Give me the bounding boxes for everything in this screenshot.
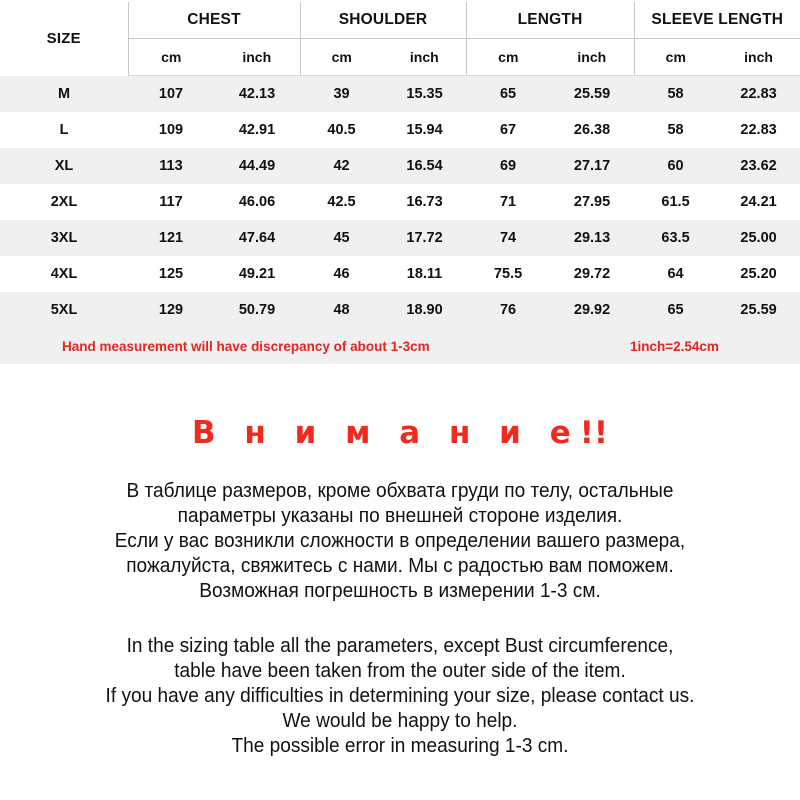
english-text-line: In the sizing table all the parameters, except Bust circumference, xyxy=(126,634,674,658)
measurement-note-bar xyxy=(0,328,800,364)
russian-text-line: В таблице размеров, кроме обхвата груди по телу, остальные xyxy=(126,479,674,503)
cell-shoulder-cm: 42 xyxy=(300,148,383,184)
table-row xyxy=(0,76,800,113)
cell-chest-cm: 129 xyxy=(128,292,214,328)
cell-sleeve-cm: 64 xyxy=(634,256,717,292)
cell-sleeve-cm: 58 xyxy=(634,76,717,113)
cell-length-cm: 74 xyxy=(466,220,550,256)
header-unit-length-cm: cm xyxy=(466,39,550,76)
cell-length-inch: 29.72 xyxy=(550,256,634,292)
cell-chest-inch: 49.21 xyxy=(214,256,300,292)
table-row xyxy=(0,220,800,256)
cell-chest-cm: 107 xyxy=(128,76,214,113)
attention-title-marks: !! xyxy=(579,415,609,451)
attention-section xyxy=(0,364,800,758)
cell-length-inch: 29.92 xyxy=(550,292,634,328)
cell-chest-cm: 125 xyxy=(128,256,214,292)
cell-size: 2XL xyxy=(0,184,128,220)
cell-sleeve-cm: 63.5 xyxy=(634,220,717,256)
english-text-line: We would be happy to help. xyxy=(282,709,518,733)
header-unit-sleeve-inch: inch xyxy=(717,39,800,76)
cell-sleeve-inch: 25.20 xyxy=(717,256,800,292)
table-row xyxy=(0,112,800,148)
cell-chest-inch: 47.64 xyxy=(214,220,300,256)
cell-shoulder-inch: 18.11 xyxy=(383,256,466,292)
cell-chest-inch: 42.91 xyxy=(214,112,300,148)
cell-size: XL xyxy=(0,148,128,184)
cell-chest-inch: 44.49 xyxy=(214,148,300,184)
cell-shoulder-cm: 48 xyxy=(300,292,383,328)
table-row xyxy=(0,292,800,328)
cell-shoulder-cm: 42.5 xyxy=(300,184,383,220)
header-unit-shoulder-cm: cm xyxy=(300,39,383,76)
english-instructions xyxy=(56,633,744,758)
attention-title xyxy=(0,416,800,450)
cell-size: M xyxy=(0,76,128,113)
header-group-row xyxy=(0,2,800,39)
cell-length-inch: 27.95 xyxy=(550,184,634,220)
attention-title-letters: В н и м а н и е xyxy=(191,415,580,451)
table-row xyxy=(0,148,800,184)
header-group-sleeve-length: SLEEVE LENGTH xyxy=(634,2,800,39)
english-text-line: The possible error in measuring 1-3 cm. xyxy=(231,734,569,758)
cell-length-inch: 29.13 xyxy=(550,220,634,256)
cell-sleeve-inch: 23.62 xyxy=(717,148,800,184)
cell-shoulder-inch: 17.72 xyxy=(383,220,466,256)
header-size: SIZE xyxy=(0,2,128,76)
cell-shoulder-inch: 15.94 xyxy=(383,112,466,148)
cell-length-cm: 69 xyxy=(466,148,550,184)
header-unit-shoulder-inch: inch xyxy=(383,39,466,76)
cell-sleeve-cm: 65 xyxy=(634,292,717,328)
cell-size: 5XL xyxy=(0,292,128,328)
cell-sleeve-cm: 58 xyxy=(634,112,717,148)
size-table-container xyxy=(0,0,800,328)
cell-sleeve-inch: 25.59 xyxy=(717,292,800,328)
russian-text-line: Возможная погрешность в измерении 1-3 см. xyxy=(199,579,601,603)
cell-size: L xyxy=(0,112,128,148)
cell-shoulder-cm: 39 xyxy=(300,76,383,113)
cell-length-cm: 71 xyxy=(466,184,550,220)
cell-length-inch: 25.59 xyxy=(550,76,634,113)
table-row xyxy=(0,256,800,292)
cell-chest-cm: 121 xyxy=(128,220,214,256)
header-group-chest: CHEST xyxy=(128,2,300,39)
header-unit-chest-cm: cm xyxy=(128,39,214,76)
russian-text-line: Если у вас возникли сложности в определении вашего размера, xyxy=(114,529,686,553)
cell-shoulder-inch: 18.90 xyxy=(383,292,466,328)
cell-chest-cm: 113 xyxy=(128,148,214,184)
hand-measurement-note: Hand measurement will have discrepancy of about 1-3cm xyxy=(62,338,430,354)
header-unit-chest-inch: inch xyxy=(214,39,300,76)
header-unit-sleeve-cm: cm xyxy=(634,39,717,76)
cell-shoulder-cm: 46 xyxy=(300,256,383,292)
cell-chest-cm: 109 xyxy=(128,112,214,148)
cell-length-cm: 75.5 xyxy=(466,256,550,292)
cell-sleeve-inch: 22.83 xyxy=(717,76,800,113)
cell-shoulder-inch: 16.73 xyxy=(383,184,466,220)
cell-sleeve-cm: 61.5 xyxy=(634,184,717,220)
cell-size: 3XL xyxy=(0,220,128,256)
table-row xyxy=(0,184,800,220)
cell-length-inch: 27.17 xyxy=(550,148,634,184)
cell-size: 4XL xyxy=(0,256,128,292)
cell-shoulder-cm: 45 xyxy=(300,220,383,256)
cell-length-cm: 67 xyxy=(466,112,550,148)
cell-sleeve-inch: 22.83 xyxy=(717,112,800,148)
russian-text-line: параметры указаны по внешней стороне изделия. xyxy=(177,504,623,528)
cell-chest-inch: 50.79 xyxy=(214,292,300,328)
cell-shoulder-inch: 16.54 xyxy=(383,148,466,184)
header-unit-length-inch: inch xyxy=(550,39,634,76)
russian-text-line: пожалуйста, свяжитесь с нами. Мы с радостью вам поможем. xyxy=(126,554,674,578)
table-body xyxy=(0,76,800,329)
cell-chest-inch: 46.06 xyxy=(214,184,300,220)
cell-sleeve-inch: 24.21 xyxy=(717,184,800,220)
cell-length-cm: 76 xyxy=(466,292,550,328)
cell-chest-cm: 117 xyxy=(128,184,214,220)
size-table xyxy=(0,2,800,328)
english-text-line: table have been taken from the outer side of the item. xyxy=(174,659,626,683)
cell-length-cm: 65 xyxy=(466,76,550,113)
cell-sleeve-inch: 25.00 xyxy=(717,220,800,256)
table-header xyxy=(0,2,800,76)
english-text-line: If you have any difficulties in determining your size, please contact us. xyxy=(105,684,695,708)
cell-shoulder-cm: 40.5 xyxy=(300,112,383,148)
cell-chest-inch: 42.13 xyxy=(214,76,300,113)
cell-sleeve-cm: 60 xyxy=(634,148,717,184)
header-group-length: LENGTH xyxy=(466,2,634,39)
cell-length-inch: 26.38 xyxy=(550,112,634,148)
russian-instructions xyxy=(56,478,744,603)
inch-conversion-note: 1inch=2.54cm xyxy=(630,338,719,354)
cell-shoulder-inch: 15.35 xyxy=(383,76,466,113)
header-group-shoulder: SHOULDER xyxy=(300,2,466,39)
